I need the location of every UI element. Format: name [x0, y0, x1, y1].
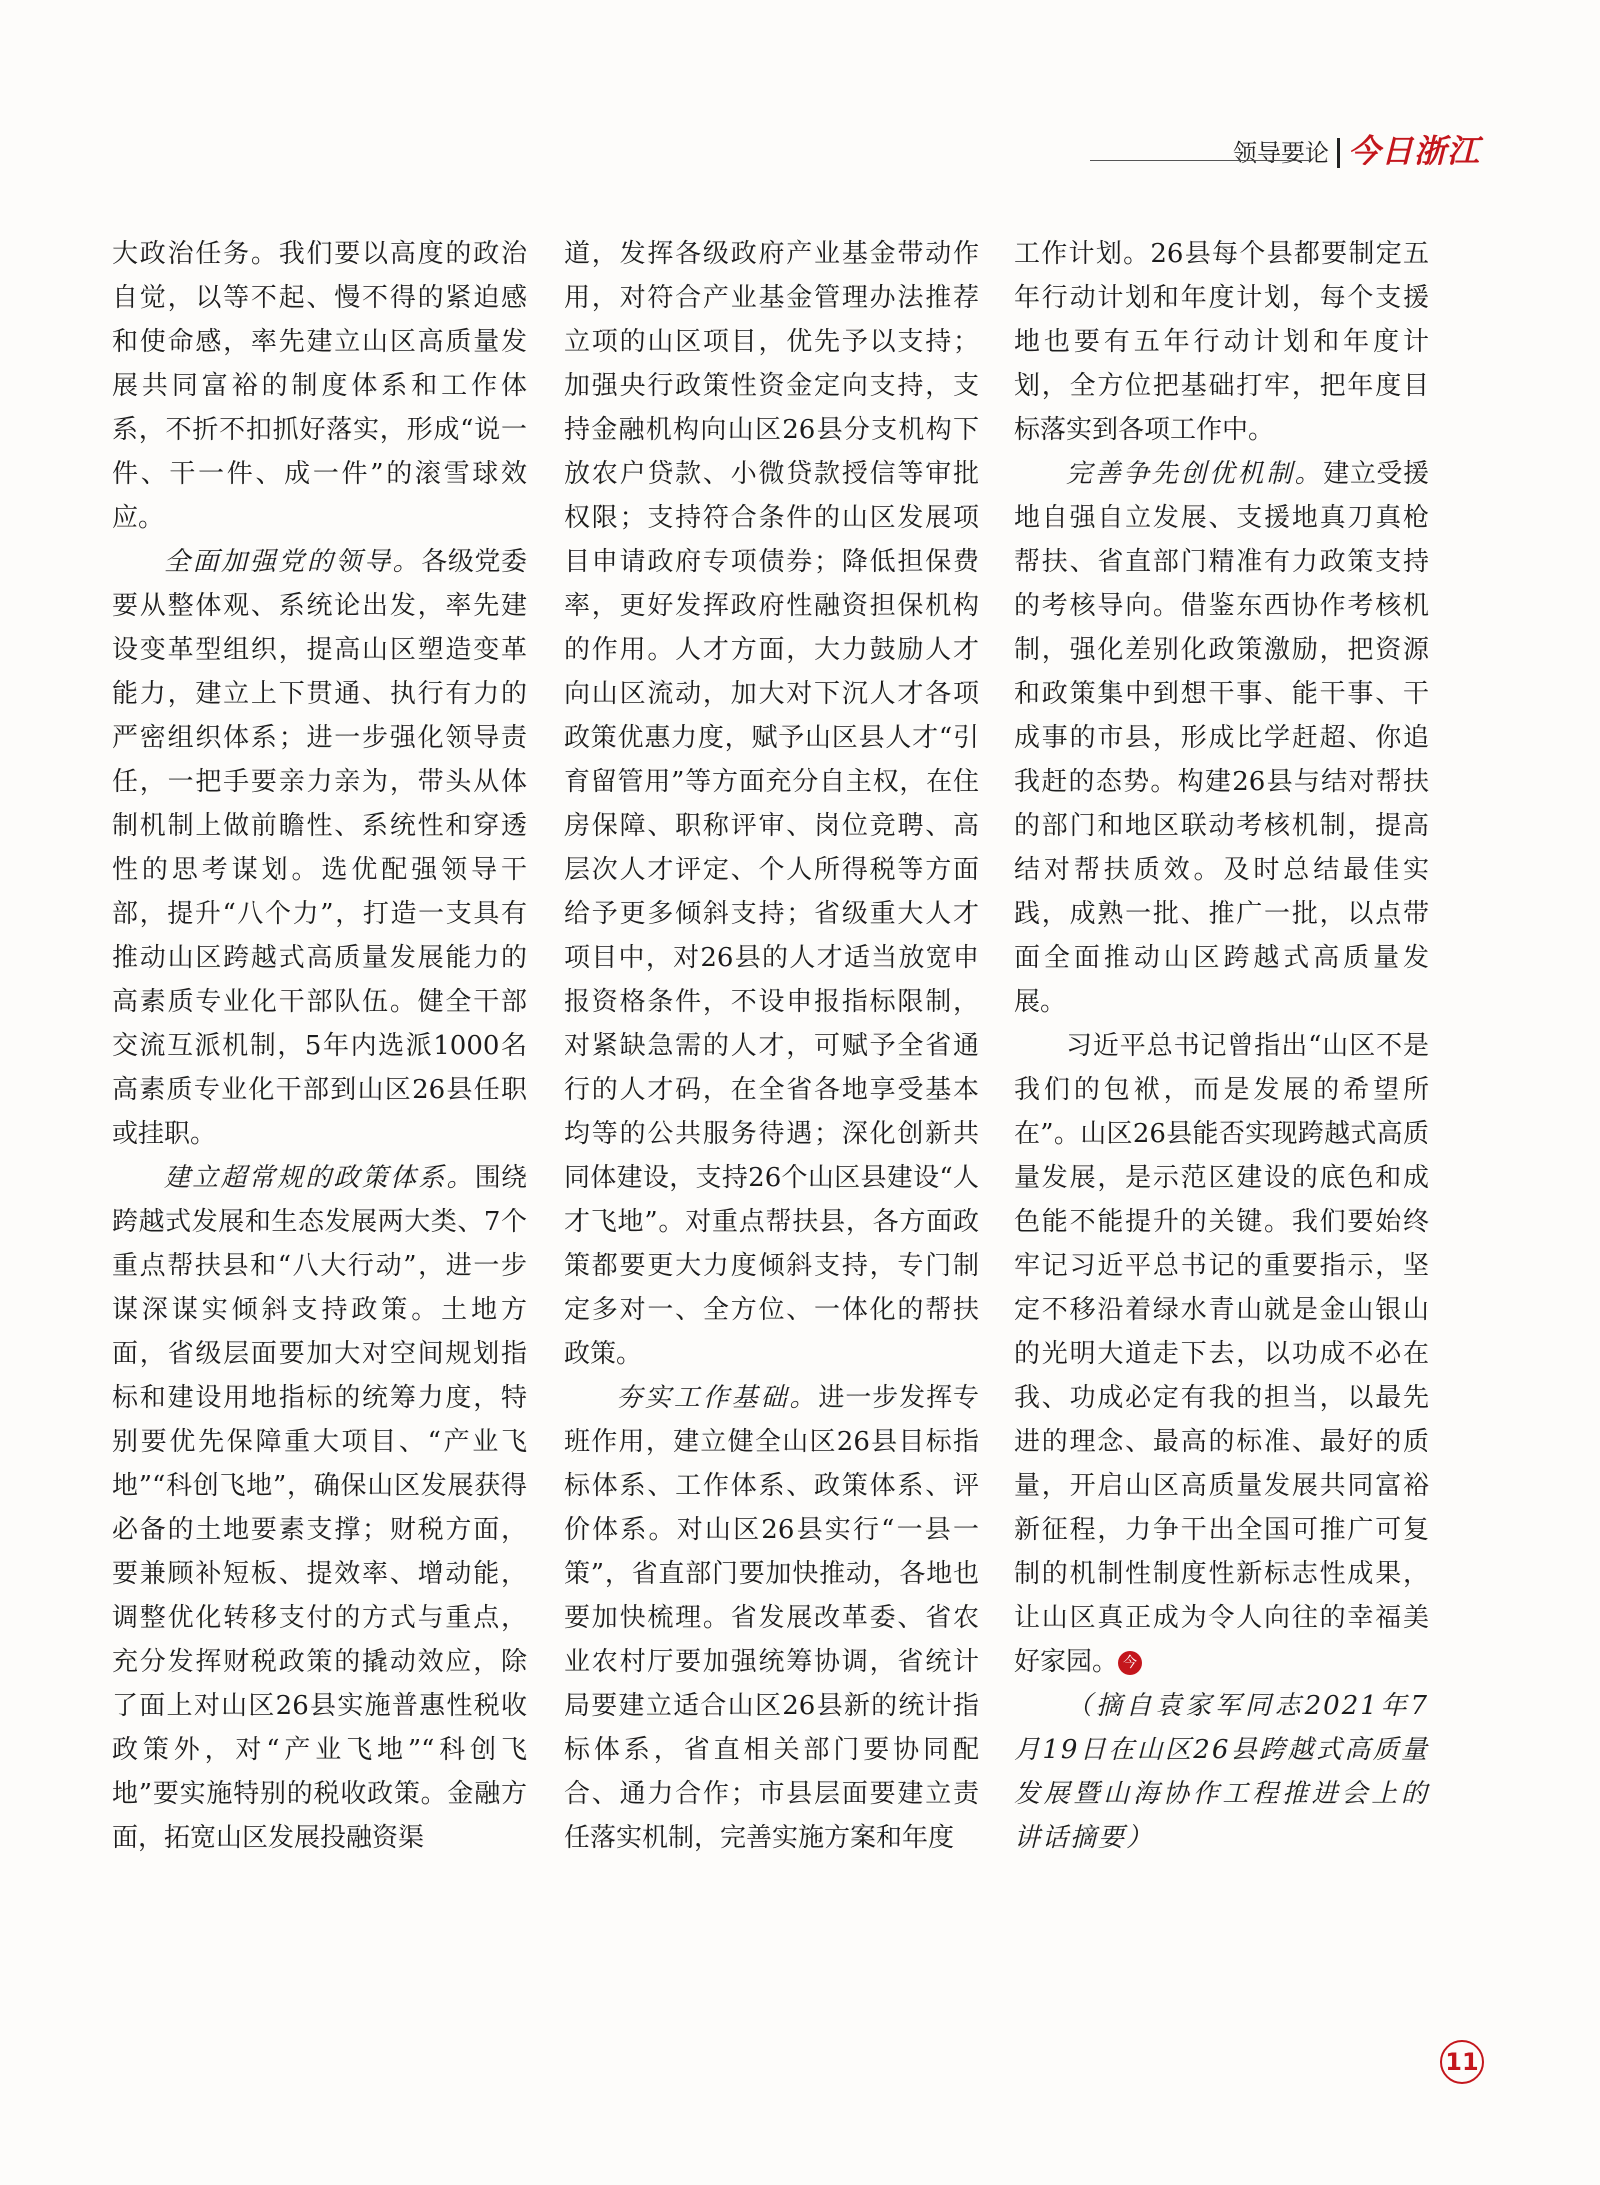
end-mark-icon: 今: [1118, 1651, 1142, 1675]
text-column-1: [112, 232, 527, 1860]
page-number: 11: [1440, 2040, 1484, 2084]
magazine-logo: 今日浙江: [1347, 132, 1480, 170]
text-column-2: [564, 232, 979, 1860]
paragraph-lead: 夯实工作基础。: [616, 1383, 819, 1413]
text-column-3: [1014, 232, 1429, 1860]
source-note: （摘自袁家军同志2021年7月19日在山区26县跨越式高质量发展暨山海协作工程推进会上的讲话摘要）: [1014, 1691, 1429, 1853]
paragraph: 习近平总书记曾指出“山区不是我们的包袱，而是发展的希望所在”。山区26县能否实现跨越式高质量发展，是示范区建设的底色和成色能不能提升的关键。我们要始终牢记习近平总书记的重要指示，坚定不移沿着绿水青山就是金山银山的光明大道走下去，以功成不必在我、功成必定有我的担当，以最先进的理念、最高的标准、最好的质量，开启山区高质量发展共同富裕新征程，力争干出全国可推广可复制的机制性制度性新标志性成果，让山区真正成为令人向往的幸福美好家园。 今: [1014, 1031, 1429, 1677]
paragraph: 道，发挥各级政府产业基金带动作用，对符合产业基金管理办法推荐立项的山区项目，优先予以支持；加强央行政策性资金定向支持，支持金融机构向山区26县分支机构下放农户贷款、小微贷款授信等审批权限；支持符合条件的山区发展项目申请政府专项债券；降低担保费率，更好发挥政府性融资担保机构的作用。人才方面，大力鼓励人才向山区流动，加大对下沉人才各项政策优惠力度，赋予山区县人才“引育留管用”等方面充分自主权，在住房保障、职称评审、岗位竞聘、高层次人才评定、个人所得税等方面给予更多倾斜支持；省级重大人才项目中，对26县的人才适当放宽申报资格条件，不设申报指标限制，对紧缺急需的人才，可赋予全省通行的人才码，在全省各地享受基本均等的公共服务待遇；深化创新共同体建设，支持26个山区县建设“人才飞地”。对重点帮扶县，各方面政策都要更大力度倾斜支持，专门制定多对一、全方位、一体化的帮扶政策。: [564, 239, 979, 1369]
paragraph-lead: 建立超常规的政策体系。: [164, 1163, 475, 1193]
paragraph: 完善争先创优机制。建立受援地自强自立发展、支援地真刀真枪帮扶、省直部门精准有力政策支持的考核导向。借鉴东西协作考核机制，强化差别化政策激励，把资源和政策集中到想干事、能干事、干成事的市县，形成比学赶超、你追我赶的态势。构建26县与结对帮扶的部门和地区联动考核机制，提高结对帮扶质效。及时总结最佳实践，成熟一批、推广一批，以点带面全面推动山区跨越式高质量发展。: [1014, 459, 1429, 1017]
section-title: 领导要论: [1232, 139, 1329, 167]
header-rule: [1090, 160, 1310, 161]
paragraph: 全面加强党的领导。各级党委要从整体观、系统论出发，率先建设变革型组织，提高山区塑造变革能力，建立上下贯通、执行有力的严密组织体系；进一步强化领导责任，一把手要亲力亲为，带头从体制机制上做前瞻性、系统性和穿透性的思考谋划。选优配强领导干部，提升“八个力”，打造一支具有推动山区跨越式高质量发展能力的高素质专业化干部队伍。健全干部交流互派机制，5年内选派1000名高素质专业化干部到山区26县任职或挂职。: [112, 547, 527, 1149]
paragraph-lead: 全面加强党的领导。: [164, 547, 422, 577]
paragraph: 工作计划。26县每个县都要制定五年行动计划和年度计划，每个支援地也要有五年行动计划和年度计划，全方位把基础打牢，把年度目标落实到各项工作中。: [1014, 239, 1429, 445]
paragraph: 夯实工作基础。进一步发挥专班作用，建立健全山区26县目标指标体系、工作体系、政策体系、评价体系。对山区26县实行“一县一策”，省直部门要加快推动，各地也要加快梳理。省发展改革委、省农业农村厅要加强统筹协调，省统计局要建立适合山区26县新的统计指标体系，省直相关部门要协同配合、通力合作；市县层面要建立责任落实机制，完善实施方案和年度: [564, 1383, 979, 1853]
paragraph: 大政治任务。我们要以高度的政治自觉，以等不起、慢不得的紧迫感和使命感，率先建立山区高质量发展共同富裕的制度体系和工作体系，不折不扣抓好落实，形成“说一件、干一件、成一件”的滚雪球效应。: [112, 239, 527, 533]
header-divider: [1337, 138, 1340, 168]
paragraph: 建立超常规的政策体系。围绕跨越式发展和生态发展两大类、7个重点帮扶县和“八大行动”，进一步谋深谋实倾斜支持政策。土地方面，省级层面要加大对空间规划指标和建设用地指标的统筹力度，特别要优先保障重大项目、“产业飞地”“科创飞地”，确保山区发展获得必备的土地要素支撑；财税方面，要兼顾补短板、提效率、增动能，调整优化转移支付的方式与重点，充分发挥财税政策的撬动效应，除了面上对山区26县实施普惠性税收政策外，对“产业飞地”“科创飞地”要实施特别的税收政策。金融方面，拓宽山区发展投融资渠: [112, 1163, 527, 1853]
paragraph-lead: 完善争先创优机制。: [1066, 459, 1324, 489]
